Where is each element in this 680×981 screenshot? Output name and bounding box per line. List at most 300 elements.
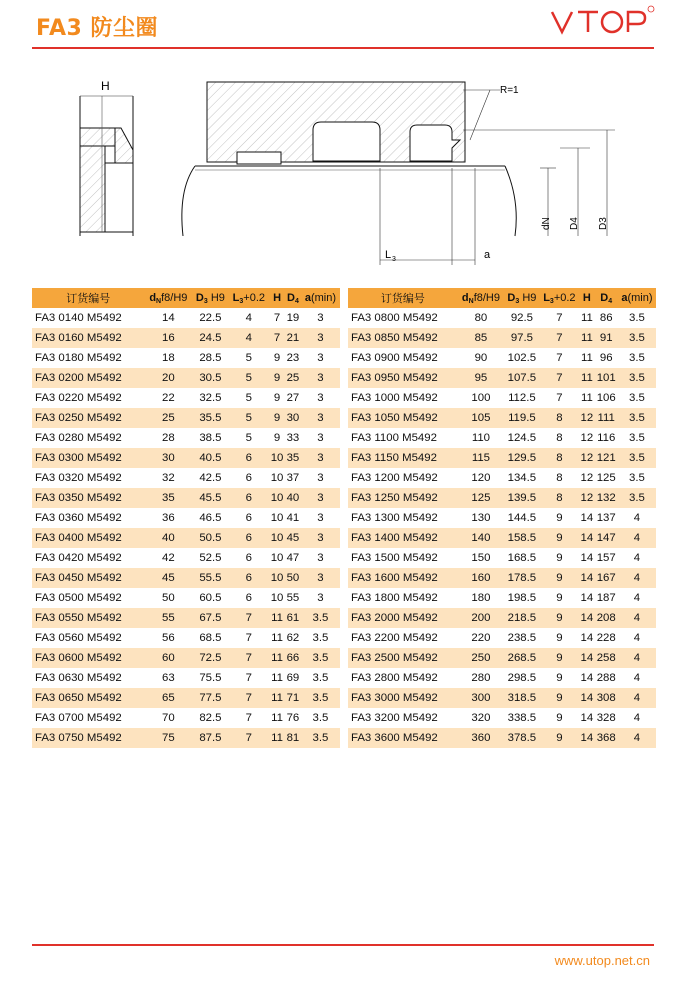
value-cell: 4 [618,528,656,548]
value-cell: 157 [596,552,616,564]
value-cell: 9 [556,712,563,724]
value-cell: 8 [540,448,580,468]
value-cell: 4 [618,688,656,708]
value-cell: 7 [229,688,270,708]
value-cell: 218.5 [504,608,539,628]
table-row [348,588,656,608]
col-order-code: 订货编号 [348,288,458,308]
value-cell: 36 [162,512,175,524]
value-cell: 30 [145,448,193,468]
value-cell: 3.5 [618,328,656,348]
value-cell: 30 [285,408,301,428]
value-cell: 14 [580,672,594,684]
value-cell: 11 [580,312,593,324]
table-row [348,368,656,388]
value-cell: 3 [317,512,324,524]
value-cell: 3.5 [301,608,340,628]
order-code-cell: FA3 1250 M5492 [348,488,458,508]
value-cell: 6 [245,512,252,524]
order-code-cell: FA3 2200 M5492 [351,632,438,644]
value-cell: 3.5 [301,728,340,748]
value-cell: 300 [458,688,505,708]
col-d3: $D_3$ H9 [192,288,228,308]
col-l3: $L_3+0.2$ [229,288,270,308]
value-cell: 9 [540,688,580,708]
table-row [32,388,340,408]
value-cell: 27 [286,392,300,404]
value-cell: 3 [301,568,340,588]
table-row [32,368,340,388]
value-cell: 140 [458,528,505,548]
value-cell: 116 [597,432,616,444]
order-code-cell: FA3 0950 M5492 [348,368,458,388]
value-cell: 320 [471,712,491,724]
value-cell: 14 [580,712,594,724]
value-cell: 3.5 [312,672,329,684]
table-row [348,728,656,748]
order-code-cell: FA3 0630 M5492 [35,672,122,684]
table-row [32,708,340,728]
dim-label-dn: dN [541,217,552,230]
order-code-cell: FA3 0800 M5492 [351,312,438,324]
dim-label-d4: D4 [569,217,580,230]
value-cell: 3.5 [628,312,645,324]
order-code-cell: FA3 0140 M5492 [35,312,122,324]
value-cell: 3.5 [618,448,656,468]
value-cell: 86 [599,312,613,324]
order-code-cell: FA3 0600 M5492 [32,648,145,668]
value-cell: 3 [301,528,340,548]
value-cell: 10 [269,488,285,508]
value-cell: 8 [540,488,580,508]
table-row [348,668,656,688]
dim-label-h: H [101,79,110,93]
footer-divider [32,944,654,946]
value-cell: 45 [285,528,301,548]
value-cell: 178.5 [504,568,539,588]
value-cell: 6 [229,448,270,468]
col-d4: $D_4$ [595,288,618,308]
value-cell: 7 [540,328,580,348]
value-cell: 9 [273,352,281,364]
table-row [32,628,340,648]
value-cell: 3 [317,392,324,404]
value-cell: 12 [579,448,594,468]
value-cell: 60 [145,648,193,668]
value-cell: 119.5 [504,408,539,428]
value-cell: 112.5 [508,392,536,404]
value-cell: 10 [269,528,285,548]
value-cell: 11 [579,368,594,388]
value-cell: 308 [595,688,618,708]
value-cell: 11 [271,672,283,684]
dim-label-a: a [484,249,491,261]
value-cell: 10 [270,592,284,604]
value-cell: 129.5 [504,448,539,468]
value-cell: 9 [556,672,563,684]
value-cell: 7 [556,312,563,324]
value-cell: 7 [229,648,270,668]
value-cell: 75.5 [199,672,222,684]
table-row [348,608,656,628]
value-cell: 198.5 [507,592,537,604]
order-code-cell: FA3 1000 M5492 [351,392,438,404]
value-cell: 125 [458,488,505,508]
value-cell: 19 [286,312,300,324]
table-row [32,348,340,368]
value-cell: 9 [269,408,285,428]
value-cell: 130 [471,512,491,524]
value-cell: 3 [301,408,340,428]
value-cell: 9 [540,568,580,588]
table-row [348,308,656,328]
page-title: FA3 防尘圈 [36,16,158,41]
value-cell: 4 [633,672,641,684]
value-cell: 280 [471,672,491,684]
col-h: H [579,288,594,308]
value-cell: 107.5 [504,368,539,388]
table-row [348,568,656,588]
value-cell: 8 [556,432,563,444]
value-cell: 21 [285,328,301,348]
value-cell: 30.5 [192,368,228,388]
order-code-cell: FA3 2800 M5492 [351,672,438,684]
value-cell: 144.5 [507,512,537,524]
table-row [32,668,340,688]
value-cell: 4 [633,712,641,724]
value-cell: 14 [579,648,594,668]
value-cell: 120 [471,472,491,484]
value-cell: 12 [580,472,594,484]
order-code-cell: FA3 2000 M5492 [348,608,458,628]
value-cell: 40 [285,488,301,508]
value-cell: 4 [633,632,641,644]
order-code-cell: FA3 0300 M5492 [32,448,145,468]
value-cell: 4 [618,568,656,588]
value-cell: 258 [595,648,618,668]
col-dn: $d_Nf8/H9$ [145,288,193,308]
value-cell: 14 [579,728,594,748]
table-row [32,588,340,608]
order-code-cell: FA3 1400 M5492 [348,528,458,548]
table-header-row [348,288,656,308]
value-cell: 7 [273,312,281,324]
order-code-cell: FA3 1200 M5492 [351,472,438,484]
value-cell: 6 [229,488,270,508]
dim-label-l3-sub: 3 [392,256,396,263]
table-row [32,508,340,528]
value-cell: 14 [580,512,594,524]
value-cell: 62 [286,632,300,644]
table-row [32,548,340,568]
col-l3: $L_3+0.2$ [540,288,580,308]
value-cell: 69 [286,672,300,684]
value-cell: 6 [229,568,270,588]
value-cell: 14 [580,552,594,564]
value-cell: 158.5 [504,528,539,548]
value-cell: 52.5 [199,552,222,564]
order-code-cell: FA3 3000 M5492 [348,688,458,708]
table-row [32,308,340,328]
value-cell: 80 [474,312,488,324]
table-row [348,388,656,408]
value-cell: 25 [285,368,301,388]
footer-url[interactable]: www.utop.net.cn [554,953,650,968]
value-cell: 32.5 [199,392,222,404]
value-cell: 111 [595,408,618,428]
value-cell: 12 [580,432,594,444]
value-cell: 3 [301,328,340,348]
table-row [32,728,340,748]
value-cell: 96 [599,352,613,364]
col-d4: $D_4$ [285,288,301,308]
value-cell: 9 [273,432,281,444]
value-cell: 14 [580,592,594,604]
value-cell: 187 [596,592,616,604]
value-cell: 4 [618,608,656,628]
value-cell: 8 [556,472,563,484]
order-code-cell: FA3 1300 M5492 [351,512,438,524]
value-cell: 82.5 [199,712,222,724]
order-code-cell: FA3 0350 M5492 [32,488,145,508]
value-cell: 9 [540,528,580,548]
value-cell: 90 [474,352,488,364]
table-row [32,568,340,588]
table-row [32,428,340,448]
value-cell: 6 [245,552,252,564]
value-cell: 55.5 [192,568,228,588]
value-cell: 7 [556,392,563,404]
value-cell: 9 [273,392,281,404]
value-cell: 70 [162,712,175,724]
col-order-code: 订货编号 [32,288,145,308]
order-code-cell: FA3 0360 M5492 [35,512,122,524]
value-cell: 12 [579,488,594,508]
value-cell: 14 [579,608,594,628]
value-cell: 9 [540,728,580,748]
col-h: H [269,288,285,308]
value-cell: 6 [245,592,252,604]
value-cell: 10 [269,448,285,468]
value-cell: 360 [458,728,505,748]
table-row [348,688,656,708]
order-code-cell: FA3 0700 M5492 [35,712,122,724]
value-cell: 14 [162,312,175,324]
value-cell: 7 [245,712,252,724]
value-cell: 10 [270,472,284,484]
value-cell: 11 [269,608,285,628]
order-code-cell: FA3 1150 M5492 [348,448,458,468]
table-row [348,348,656,368]
col-d3: $D_3$ H9 [504,288,539,308]
value-cell: 47 [286,552,300,564]
value-cell: 4 [229,328,270,348]
value-cell: 328 [596,712,616,724]
order-code-cell: FA3 0550 M5492 [32,608,145,628]
value-cell: 4 [633,552,641,564]
value-cell: 63 [162,672,175,684]
order-code-cell: FA3 0900 M5492 [351,352,438,364]
value-cell: 72.5 [192,648,228,668]
value-cell: 220 [471,632,491,644]
order-code-cell: FA3 0250 M5492 [32,408,145,428]
value-cell: 75 [145,728,193,748]
value-cell: 65 [145,688,193,708]
value-cell: 3.5 [628,472,645,484]
value-cell: 55 [145,608,193,628]
value-cell: 160 [458,568,505,588]
value-cell: 40.5 [192,448,228,468]
value-cell: 167 [595,568,618,588]
value-cell: 3 [301,488,340,508]
value-cell: 338.5 [507,712,537,724]
table-row [32,648,340,668]
value-cell: 180 [471,592,491,604]
order-code-cell: FA3 0400 M5492 [32,528,145,548]
value-cell: 76 [286,712,300,724]
order-code-cell: FA3 0280 M5492 [35,432,122,444]
value-cell: 7 [556,352,563,364]
table-header-row [32,288,340,308]
value-cell: 168.5 [507,552,537,564]
value-cell: 3.5 [301,648,340,668]
table-row [348,328,656,348]
value-cell: 3.5 [628,432,645,444]
table-row [348,488,656,508]
value-cell: 67.5 [192,608,228,628]
value-cell: 35.5 [192,408,228,428]
value-cell: 9 [540,608,580,628]
value-cell: 87.5 [192,728,228,748]
value-cell: 7 [245,672,252,684]
value-cell: 121 [595,448,618,468]
table-row [348,468,656,488]
size-table-right [348,288,656,748]
table-row [348,508,656,528]
value-cell: 102.5 [507,352,537,364]
value-cell: 9 [540,648,580,668]
value-cell: 150 [471,552,491,564]
value-cell: 5 [245,432,252,444]
header-divider [32,47,654,49]
value-cell: 9 [269,368,285,388]
table-row [348,648,656,668]
value-cell: 33 [286,432,300,444]
value-cell: 16 [145,328,193,348]
value-cell: 8 [540,408,580,428]
table-row [32,488,340,508]
table-row [348,448,656,468]
value-cell: 12 [579,408,594,428]
value-cell: 110 [471,432,491,444]
table-row [32,408,340,428]
order-code-cell: FA3 0320 M5492 [35,472,122,484]
value-cell: 3 [301,368,340,388]
value-cell: 124.5 [507,432,537,444]
value-cell: 115 [458,448,505,468]
value-cell: 5 [229,408,270,428]
value-cell: 50 [162,592,175,604]
value-cell: 81 [285,728,301,748]
value-cell: 208 [595,608,618,628]
value-cell: 11 [269,648,285,668]
value-cell: 60.5 [199,592,222,604]
col-dn: $d_Nf8/H9$ [458,288,505,308]
value-cell: 20 [145,368,193,388]
value-cell: 7 [229,608,270,628]
value-cell: 268.5 [504,648,539,668]
value-cell: 3 [317,312,324,324]
order-code-cell: FA3 0420 M5492 [35,552,122,564]
value-cell: 42 [162,552,175,564]
table-row [348,428,656,448]
value-cell: 42.5 [199,472,222,484]
value-cell: 3.5 [312,712,329,724]
order-code-cell: FA3 1050 M5492 [348,408,458,428]
value-cell: 14 [579,568,594,588]
value-cell: 9 [556,552,563,564]
value-cell: 40 [145,528,193,548]
value-cell: 11 [271,632,283,644]
value-cell: 38.5 [199,432,222,444]
value-cell: 3.5 [618,408,656,428]
value-cell: 378.5 [504,728,539,748]
value-cell: 25 [145,408,193,428]
value-cell: 41 [286,512,300,524]
value-cell: 3.5 [618,368,656,388]
value-cell: 14 [579,688,594,708]
value-cell: 147 [595,528,618,548]
value-cell: 5 [245,392,252,404]
value-cell: 3.5 [618,488,656,508]
value-cell: 3.5 [628,392,645,404]
value-cell: 95 [458,368,505,388]
value-cell: 6 [245,472,252,484]
seal-cross-section-drawing [0,60,680,280]
value-cell: 7 [269,328,285,348]
value-cell: 250 [458,648,505,668]
value-cell: 56 [162,632,175,644]
value-cell: 137 [596,512,616,524]
value-cell: 5 [229,368,270,388]
value-cell: 4 [245,312,252,324]
value-cell: 11 [269,728,285,748]
value-cell: 22.5 [199,312,222,324]
value-cell: 105 [458,408,505,428]
order-code-cell: FA3 0200 M5492 [32,368,145,388]
value-cell: 134.5 [507,472,537,484]
value-cell: 9 [556,592,563,604]
col-a: a(min) [618,288,656,308]
table-row [32,528,340,548]
value-cell: 24.5 [192,328,228,348]
value-cell: 288 [596,672,616,684]
value-cell: 132 [595,488,618,508]
value-cell: 3.5 [312,632,329,644]
dim-label-l3: L [385,249,392,261]
value-cell: 298.5 [507,672,537,684]
value-cell: 50 [285,568,301,588]
order-code-cell: FA3 1500 M5492 [351,552,438,564]
value-cell: 46.5 [199,512,222,524]
value-cell: 23 [286,352,300,364]
table-row [348,708,656,728]
value-cell: 4 [633,512,641,524]
value-cell: 35 [145,488,193,508]
value-cell: 11 [579,328,594,348]
order-code-cell: FA3 2500 M5492 [348,648,458,668]
order-code-cell: FA3 0160 M5492 [32,328,145,348]
